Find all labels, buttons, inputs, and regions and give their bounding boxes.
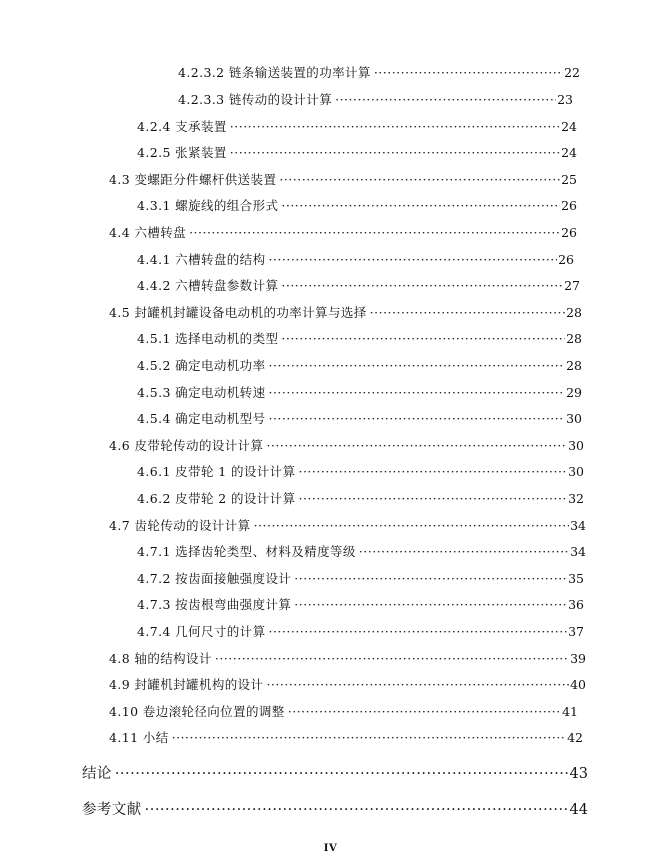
- toc-page-number: 29: [566, 385, 582, 400]
- toc-leader: [370, 305, 565, 321]
- toc-entry[interactable]: [137, 139, 577, 161]
- toc-page-number: 30: [566, 411, 582, 426]
- toc-entry[interactable]: [82, 759, 588, 783]
- toc-entry[interactable]: [137, 352, 582, 374]
- toc-page-number: 32: [568, 491, 584, 506]
- toc-leader: [189, 225, 560, 241]
- toc-entry[interactable]: [137, 538, 586, 560]
- toc-entry[interactable]: [137, 458, 584, 480]
- toc-entry[interactable]: [109, 698, 578, 720]
- toc-leader: [268, 358, 565, 374]
- toc-label: 4.5 封罐机封罐设备电动机的功率计算与选择: [109, 305, 367, 320]
- toc-leader: [230, 119, 560, 135]
- toc-label: 4.9 封罐机封罐机构的设计: [109, 677, 264, 692]
- toc-leader: [298, 464, 567, 480]
- toc-page-number: 41: [562, 704, 578, 719]
- toc-page-number: 23: [557, 92, 573, 107]
- toc-leader: [268, 252, 557, 268]
- toc-entry[interactable]: [137, 272, 580, 294]
- toc-leader: [298, 491, 567, 507]
- toc-page-number: 24: [561, 119, 577, 134]
- toc-page-number: 30: [568, 438, 584, 453]
- toc-label: 4.2.5 张紧装置: [137, 145, 227, 160]
- toc-page-number: 34: [570, 544, 586, 559]
- toc-label: 参考文献: [82, 802, 142, 818]
- toc-leader: [145, 801, 569, 819]
- toc-leader: [288, 704, 561, 720]
- toc-leader: [268, 624, 567, 640]
- toc-leader: [268, 385, 565, 401]
- toc-page-number: 42: [567, 730, 583, 745]
- toc-page-number: 43: [569, 766, 588, 782]
- toc-label: 4.6.2 皮带轮 2 的设计计算: [137, 491, 296, 506]
- toc-entry[interactable]: [137, 246, 574, 268]
- toc-entry[interactable]: [109, 432, 584, 454]
- toc-label: 4.7.1 选择齿轮类型、材料及精度等级: [137, 544, 356, 559]
- toc-entry[interactable]: [178, 86, 573, 108]
- toc-label: 4.2.3.3 链传动的设计计算: [178, 92, 333, 107]
- toc-entry[interactable]: [137, 405, 582, 427]
- toc-page-number: 26: [558, 252, 574, 267]
- toc-label: 4.5.2 确定电动机功率: [137, 358, 266, 373]
- toc-label: 4.4 六槽转盘: [109, 225, 187, 240]
- toc-entry[interactable]: [109, 645, 586, 667]
- toc-leader: [294, 571, 567, 587]
- toc-page-number: 35: [568, 571, 584, 586]
- toc-label: 4.2.4 支承装置: [137, 119, 227, 134]
- toc-page-number: 24: [561, 145, 577, 160]
- toc-entry[interactable]: [109, 166, 577, 188]
- toc-page-number: 40: [570, 677, 586, 692]
- toc-entry[interactable]: [137, 192, 577, 214]
- toc-label: 4.7.4 几何尺寸的计算: [137, 624, 266, 639]
- toc-label: 4.5.3 确定电动机转速: [137, 385, 266, 400]
- toc-entry[interactable]: [178, 59, 580, 81]
- toc-page-number: 26: [561, 198, 577, 213]
- toc-leader: [268, 411, 565, 427]
- toc-label: 4.7 齿轮传动的设计计算: [109, 518, 251, 533]
- toc-page-number: 28: [566, 331, 582, 346]
- toc-leader: [359, 544, 569, 560]
- toc-leader: [281, 331, 565, 347]
- toc-page-number: 37: [568, 624, 584, 639]
- toc-label: 4.4.2 六槽转盘参数计算: [137, 278, 279, 293]
- toc-label: 4.5.1 选择电动机的类型: [137, 331, 279, 346]
- toc-page-number: 44: [569, 802, 588, 818]
- toc-leader: [335, 92, 556, 108]
- toc-label: 4.8 轴的结构设计: [109, 651, 212, 666]
- toc-leader: [266, 677, 569, 693]
- toc-entry[interactable]: [137, 113, 577, 135]
- toc-entry[interactable]: [109, 671, 586, 693]
- toc-page-number: 27: [564, 278, 580, 293]
- toc-page-number: 30: [568, 464, 584, 479]
- toc-page-number: 28: [566, 305, 582, 320]
- toc-entry[interactable]: [109, 219, 577, 241]
- toc-leader: [172, 730, 566, 746]
- toc-entry[interactable]: [137, 591, 584, 613]
- toc-label: 4.6.1 皮带轮 1 的设计计算: [137, 464, 296, 479]
- toc-page-number: 36: [568, 597, 584, 612]
- toc-label: 4.7.2 按齿面接触强度设计: [137, 571, 292, 586]
- toc-entry[interactable]: [109, 299, 582, 321]
- toc-label: 4.10 卷边滚轮径向位置的调整: [109, 704, 285, 719]
- toc-label: 结论: [82, 766, 112, 782]
- toc-label: 4.5.4 确定电动机型号: [137, 411, 266, 426]
- toc-entry[interactable]: [137, 618, 584, 640]
- toc-page-number: 34: [570, 518, 586, 533]
- page-footer-number: IV: [323, 843, 338, 854]
- toc-entry[interactable]: [109, 724, 583, 746]
- toc-page-number: 26: [561, 225, 577, 240]
- toc-entry[interactable]: [137, 379, 582, 401]
- toc-leader: [215, 651, 569, 667]
- toc-leader: [115, 765, 569, 783]
- toc-label: 4.4.1 六槽转盘的结构: [137, 252, 266, 267]
- toc-label: 4.7.3 按齿根弯曲强度计算: [137, 597, 292, 612]
- toc-page-number: 39: [570, 651, 586, 666]
- toc-leader: [374, 65, 563, 81]
- toc-label: 4.3.1 螺旋线的组合形式: [137, 198, 279, 213]
- toc-label: 4.3 变螺距分件螺杆供送装置: [109, 172, 277, 187]
- toc-leader: [230, 145, 560, 161]
- toc-page-number: 25: [561, 172, 577, 187]
- toc-leader: [279, 172, 560, 188]
- toc-entry[interactable]: [137, 325, 582, 347]
- toc-leader: [281, 198, 560, 214]
- toc-page-number: 22: [564, 65, 580, 80]
- toc-entry[interactable]: [109, 512, 586, 534]
- toc-entry[interactable]: [82, 795, 588, 819]
- toc-label: 4.2.3.2 链条输送装置的功率计算: [178, 65, 371, 80]
- toc-label: 4.11 小结: [109, 730, 169, 745]
- toc-leader: [294, 597, 567, 613]
- toc-entry[interactable]: [137, 485, 584, 507]
- toc-leader: [266, 438, 567, 454]
- toc-page-number: 28: [566, 358, 582, 373]
- toc-label: 4.6 皮带轮传动的设计计算: [109, 438, 264, 453]
- toc-leader: [254, 518, 570, 534]
- toc-entry[interactable]: [137, 565, 584, 587]
- toc-leader: [281, 278, 563, 294]
